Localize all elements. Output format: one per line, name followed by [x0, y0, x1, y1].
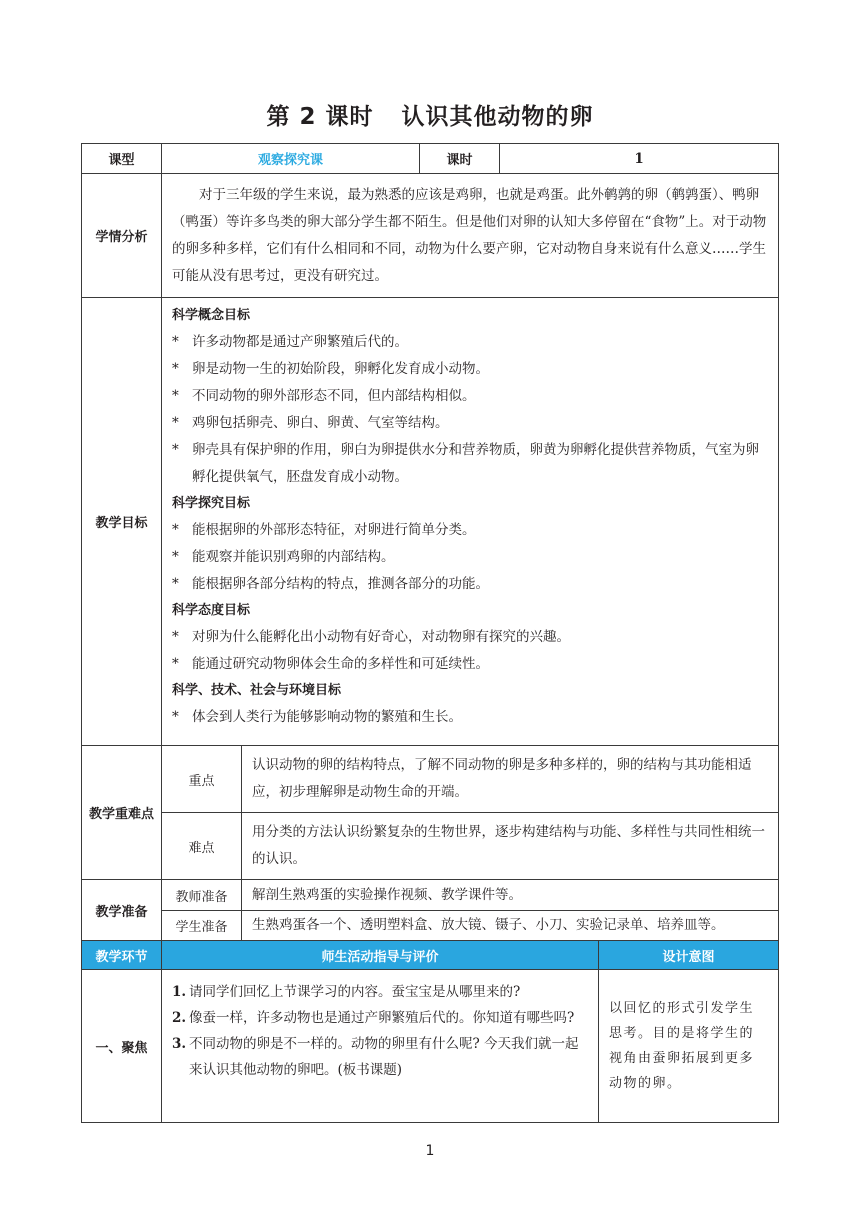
star-icon: * [172, 656, 179, 672]
class-hours-value: 1 [500, 144, 779, 174]
activity-step: 2. 像蚕一样，许多动物也是通过产卵繁殖后代的。你知道有哪些吗? [172, 1010, 575, 1026]
goal-item: * 对卵为什么能孵化出小动物有好奇心，对动物卵有探究的兴趣。 [172, 624, 768, 651]
row-goals [82, 298, 779, 746]
lesson-topic: 认识其他动物的卵 [401, 104, 594, 130]
student-prep-label: 学生准备 [162, 911, 242, 941]
goal-item: * 能根据卵的外部形态特征，对卵进行简单分类。 [172, 517, 768, 544]
analysis-label: 学情分析 [82, 174, 162, 298]
goal-item: * 卵壳具有保护卵的作用，卵白为卵提供水分和营养物质，卵黄为卵孵化提供营养物质，气室为卵孵化提供氧气，胚盘发育成小动物。 [172, 437, 768, 491]
lesson-number: 第 2 课时 [266, 104, 374, 130]
header-stage: 教学环节 [82, 941, 162, 970]
goals-cell [162, 298, 779, 746]
goal-item: * 能通过研究动物卵体会生命的多样性和可延续性。 [172, 651, 768, 678]
class-type-label: 课型 [82, 144, 162, 174]
analysis-text: 对于三年级的学生来说，最为熟悉的应该是鸡卵，也就是鸡蛋。此外鹌鹑的卵（鹌鹑蛋）、鸭卵（鸭蛋）等许多鸟类的卵大部分学生都不陌生。但是他们对卵的认知大多停留在“食物”上。对于动物的卵多种多样，它们有什么相同和不同，动物为什么要产卵，它对动物自身来说有什么意义……学生可能从没有思考过，更没有研究过。 [172, 186, 767, 284]
class-hours-label: 课时 [420, 144, 500, 174]
goal-item: * 能观察并能识别鸡卵的内部结构。 [172, 544, 768, 571]
goal-heading: 科学态度目标 [172, 603, 251, 618]
preparation-label: 教学准备 [82, 880, 162, 941]
star-icon: * [172, 576, 179, 592]
student-prep-text: 生熟鸡蛋各一个、透明塑料盒、放大镜、镊子、小刀、实验记录单、培养皿等。 [242, 911, 779, 941]
star-icon: * [172, 709, 179, 725]
goal-heading: 科学概念目标 [172, 308, 251, 323]
page-title [0, 98, 860, 131]
goal-heading: 科学、技术、社会与环境目标 [172, 683, 342, 698]
star-icon: * [172, 629, 179, 645]
star-icon: * [172, 442, 179, 458]
goal-item: * 不同动物的卵外部形态不同，但内部结构相似。 [172, 383, 768, 410]
goal-item: * 鸡卵包括卵壳、卵白、卵黄、气室等结构。 [172, 410, 768, 437]
header-intent: 设计意图 [599, 941, 779, 970]
focus-text: 认识动物的卵的结构特点，了解不同动物的卵是多种多样的，卵的结构与其功能相适应，初步理解卵是动物生命的开端。 [242, 746, 779, 813]
row-class-type [82, 144, 779, 174]
star-icon: * [172, 549, 179, 565]
row-difficulty [82, 813, 779, 880]
teacher-prep-label: 教师准备 [162, 880, 242, 911]
goal-heading: 科学探究目标 [172, 496, 251, 511]
process-header-row [82, 941, 779, 970]
activity-step: 3. 不同动物的卵是不一样的。动物的卵里有什么呢? 今天我们就一起来认识其他动物的卵吧。(板书课题) [172, 1036, 579, 1078]
class-type-value: 观察探究课 [162, 144, 420, 174]
header-activity: 师生活动指导与评价 [162, 941, 599, 970]
row-analysis [82, 174, 779, 298]
row-teacher-prep [82, 880, 779, 911]
goal-item: * 能根据卵各部分结构的特点，推测各部分的功能。 [172, 571, 768, 598]
star-icon: * [172, 388, 179, 404]
teacher-prep-text: 解剖生熟鸡蛋的实验操作视频、教学课件等。 [242, 880, 779, 911]
analysis-cell [162, 174, 779, 298]
star-icon: * [172, 361, 179, 377]
page-number: 1 [425, 1143, 435, 1159]
difficulty-label: 难点 [162, 813, 242, 880]
key-points-label: 教学重难点 [82, 746, 162, 880]
row-focus-stage [82, 970, 779, 1123]
focus-stage-intent: 以回忆的形式引发学生思考。目的是将学生的视角由蚕卵拓展到更多动物的卵。 [599, 970, 779, 1123]
lesson-plan-table [81, 143, 779, 1123]
star-icon: * [172, 522, 179, 538]
goal-item: * 许多动物都是通过产卵繁殖后代的。 [172, 329, 768, 356]
focus-stage-activities [162, 970, 599, 1123]
star-icon: * [172, 415, 179, 431]
focus-stage-label: 一、聚焦 [82, 970, 162, 1123]
goals-label: 教学目标 [82, 298, 162, 746]
star-icon: * [172, 334, 179, 350]
difficulty-text: 用分类的方法认识纷繁复杂的生物世界，逐步构建结构与功能、多样性与共同性相统一的认识。 [242, 813, 779, 880]
row-key-point [82, 746, 779, 813]
goal-item: * 卵是动物一生的初始阶段，卵孵化发育成小动物。 [172, 356, 768, 383]
goal-item: * 体会到人类行为能够影响动物的繁殖和生长。 [172, 704, 768, 731]
activity-step: 1. 请同学们回忆上节课学习的内容。蚕宝宝是从哪里来的? [172, 984, 521, 1000]
focus-label: 重点 [162, 746, 242, 813]
row-student-prep [82, 911, 779, 941]
